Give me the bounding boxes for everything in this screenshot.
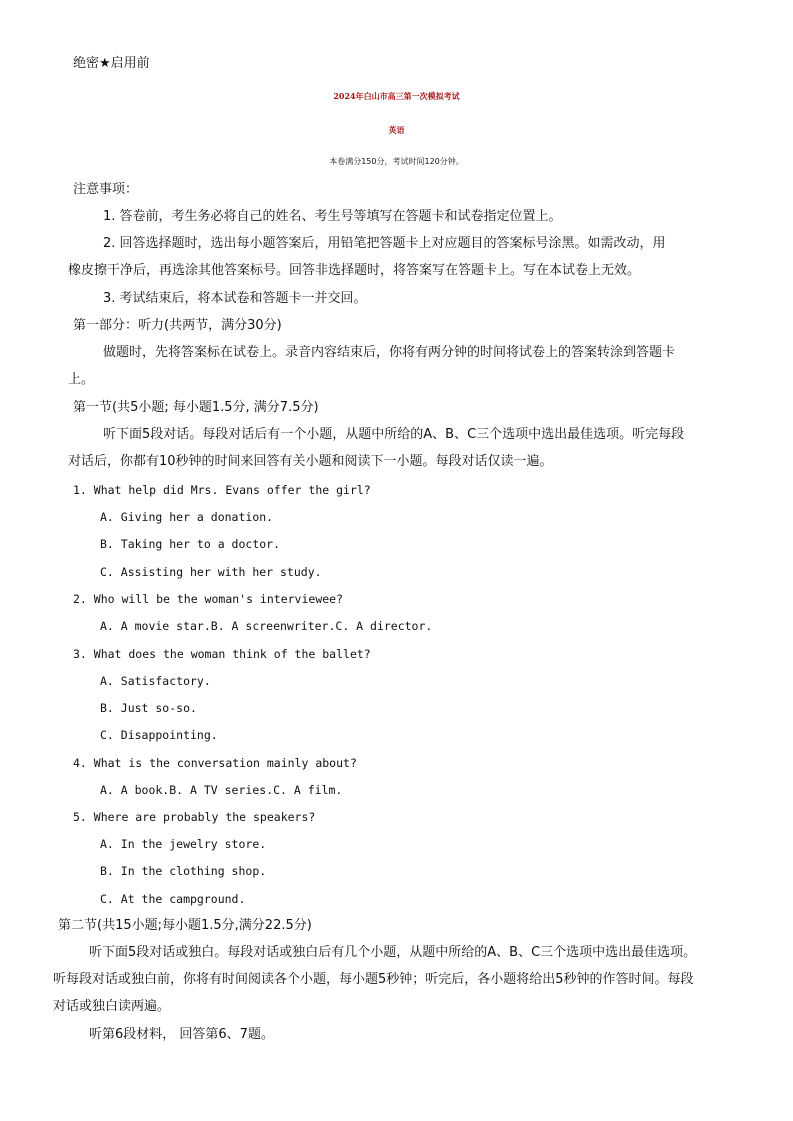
q5-option-a: A. In the jewelry store. (100, 837, 267, 851)
question-1: 1. What help did Mrs. Evans offer the girl? (73, 483, 371, 497)
q2-options: A. A movie star.B. A screenwriter.C. A director. (100, 619, 433, 633)
section2-instruction-cont-2: 对话或独白读两遍。 (53, 999, 171, 1014)
confidential-mark: 绝密★启用前 (73, 56, 150, 71)
q1-option-b: B. Taking her to a doctor. (100, 537, 281, 551)
notes-heading: 注意事项： (73, 182, 139, 197)
q3-option-b: B. Just so-so. (100, 701, 197, 715)
note-item-2-cont: 橡皮擦干净后，再选涂其他答案标号。回答非选择题时，将答案写在答题卡上。写在本试卷上无效。 (68, 263, 641, 278)
section1-instruction: 听下面5段对话。每段对话后有一个小题，从题中所给的A、B、C三个选项中选出最佳选项。听完每段 (103, 427, 685, 442)
material-6-note: 听第6段材料， 回答第6、7题。 (89, 1027, 274, 1042)
q4-options: A. A book.B. A TV series.C. A film. (100, 783, 343, 797)
exam-info: 本卷满分150分，考试时间120分钟。 (329, 157, 464, 166)
q1-option-a: A. Giving her a donation. (100, 510, 274, 524)
section2-instruction-cont-1: 听每段对话或独白前，你将有时间阅读各个小题，每小题5秒钟；听完后，各小题将给出5秒钟的作答时间。每段 (53, 972, 694, 987)
section2-instruction: 听下面5段对话或独白。每段对话或独白后有几个小题，从题中所给的A、B、C三个选项中选出最佳选项。 (89, 945, 697, 960)
section2-heading: 第二节(共15小题;每小题1.5分,满分22.5分) (58, 918, 312, 933)
section1-instruction-cont: 对话后，你都有10秒钟的时间来回答有关小题和阅读下一小题。每段对话仅读一遍。 (68, 454, 553, 469)
q3-option-a: A. Satisfactory. (100, 674, 211, 688)
note-item-2: 2. 回答选择题时，选出每小题答案后，用铅笔把答题卡上对应题目的答案标号涂黑。如需改动，用 (103, 236, 666, 251)
part1-heading: 第一部分：听力(共两节，满分30分) (73, 318, 282, 333)
q1-option-c: C. Assisting her with her study. (100, 565, 322, 579)
exam-title: 2024年白山市高三第一次模拟考试 (333, 91, 460, 101)
section1-heading: 第一节(共5小题; 每小题1.5分, 满分7.5分) (73, 400, 319, 415)
question-4: 4. What is the conversation mainly about? (73, 756, 357, 770)
part1-instruction: 做题时，先将答案标在试卷上。录音内容结束后，你将有两分钟的时间将试卷上的答案转涂到答题卡 (103, 345, 676, 360)
q5-option-b: B. In the clothing shop. (100, 864, 267, 878)
subject-title: 英语 (388, 125, 405, 135)
question-5: 5. Where are probably the speakers? (73, 810, 316, 824)
part1-instruction-cont: 上。 (68, 372, 95, 387)
note-item-3: 3. 考试结束后，将本试卷和答题卡一并交回。 (103, 291, 367, 306)
question-3: 3. What does the woman think of the ballet? (73, 647, 371, 661)
note-item-1: 1. 答卷前，考生务必将自己的姓名、考生号等填写在答题卡和试卷指定位置上。 (103, 209, 562, 224)
question-2: 2. Who will be the woman's interviewee? (73, 592, 344, 606)
q5-option-c: C. At the campground. (100, 892, 246, 906)
q3-option-c: C. Disappointing. (100, 728, 218, 742)
